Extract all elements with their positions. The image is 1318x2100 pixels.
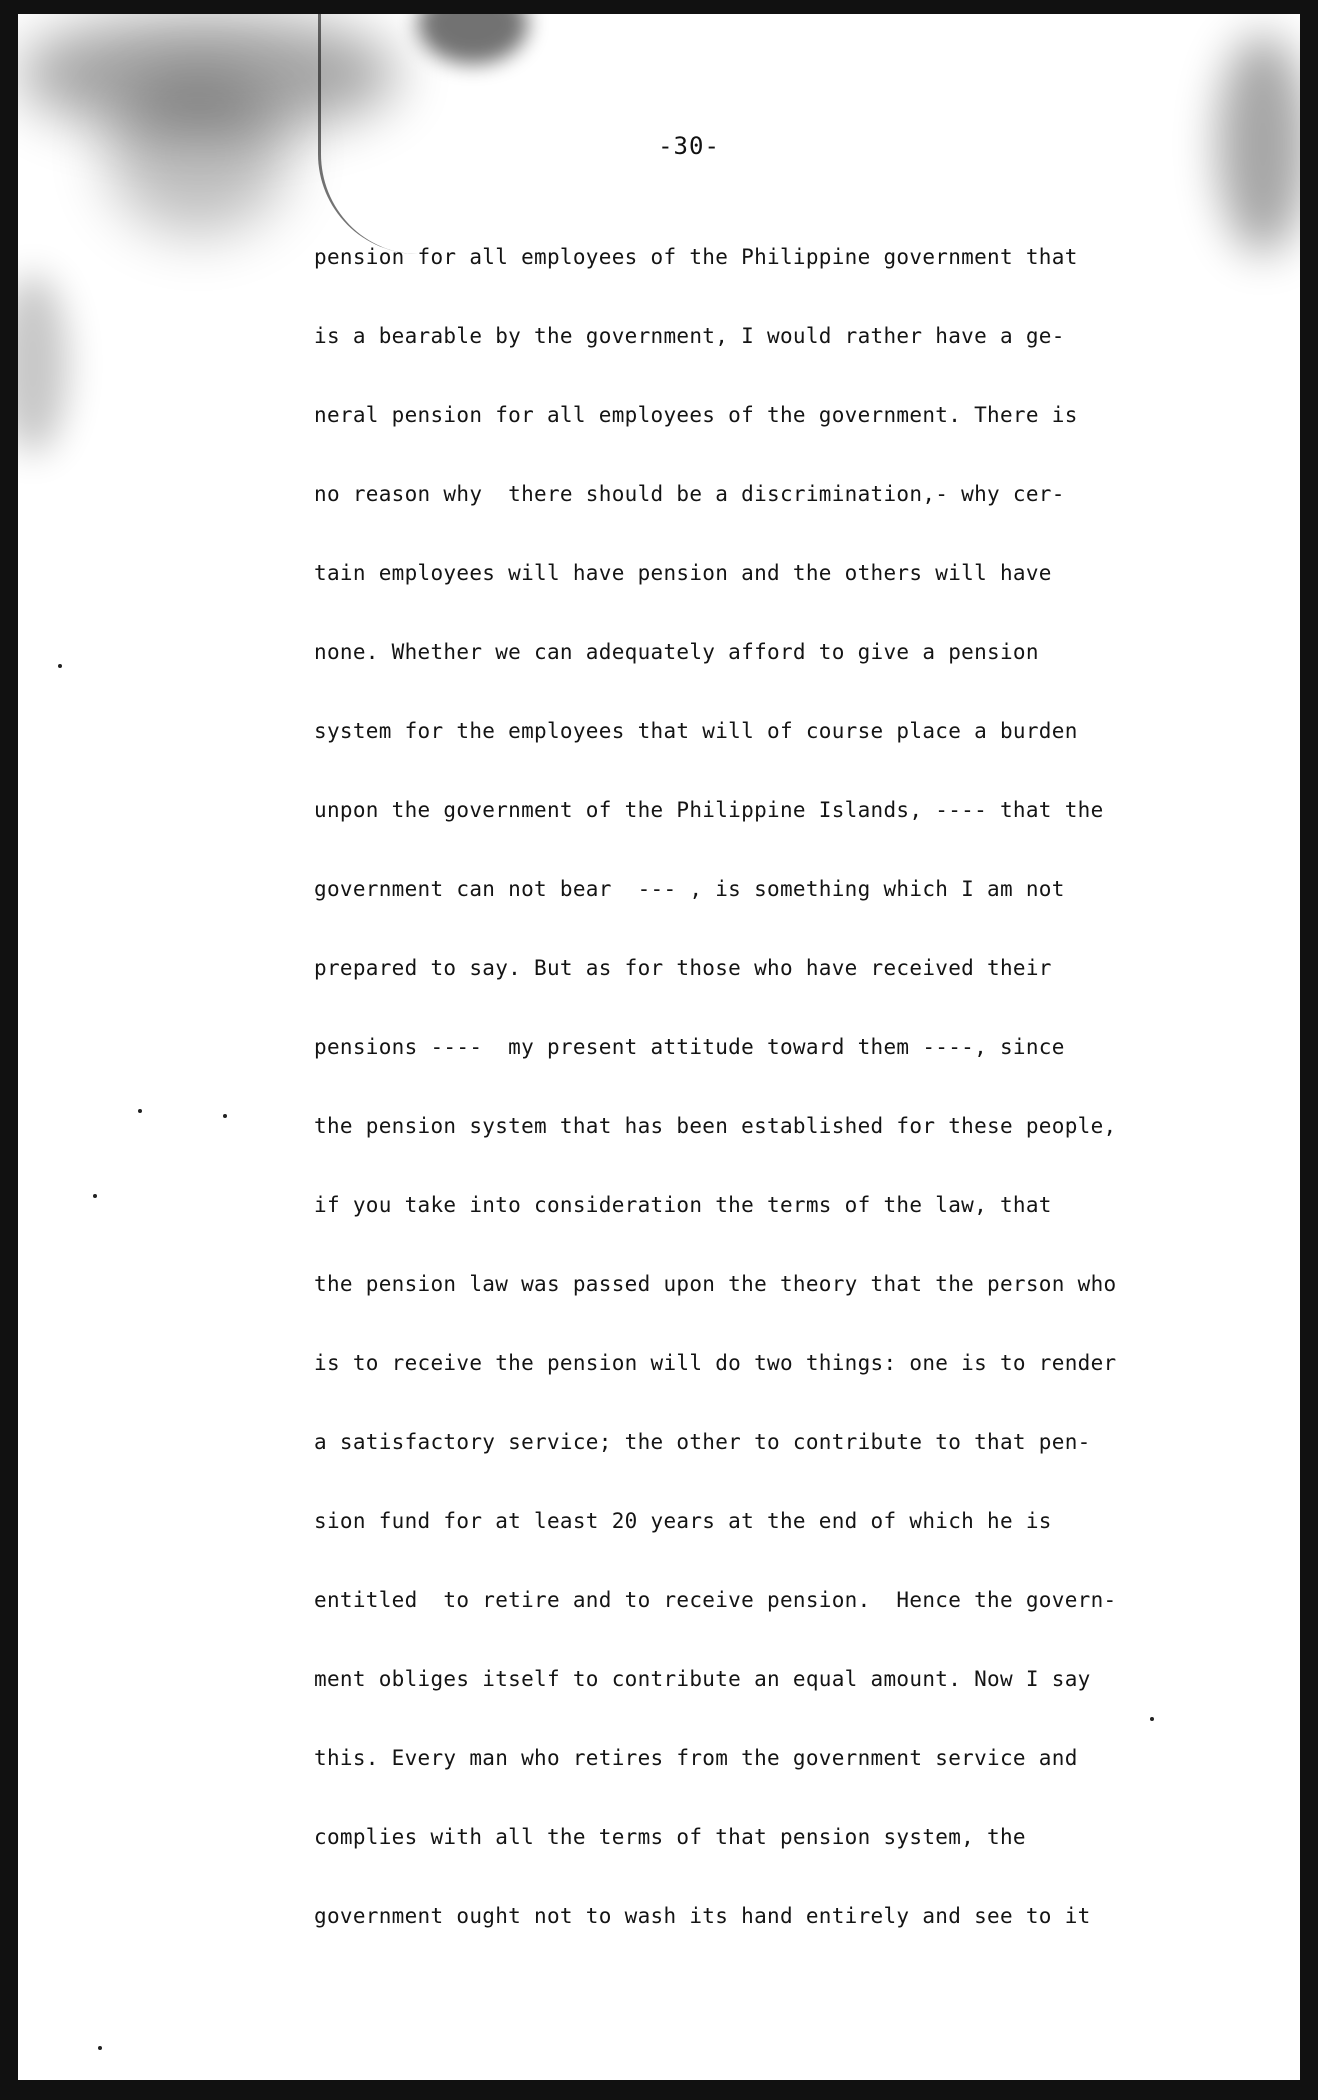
text-line: none. Whether we can adequately afford to give a pension (314, 640, 1039, 664)
body-text (314, 242, 1194, 1980)
text-line: government ought not to wash its hand entirely and see to it (314, 1904, 1091, 1928)
scan-speck (58, 664, 62, 668)
text-line: neral pension for all employees of the government. There is (314, 403, 1078, 427)
text-line: the pension system that has been established for these people, (314, 1114, 1117, 1138)
scan-speck (138, 1109, 142, 1113)
text-line: is a bearable by the government, I would rather have a ge- (314, 324, 1065, 348)
text-line: pensions ---- my present attitude toward them ----, since (314, 1035, 1065, 1059)
text-line: is to receive the pension will do two things: one is to render (314, 1351, 1117, 1375)
document-page (18, 14, 1300, 2080)
scan-speck (223, 1114, 227, 1118)
scan-speck (93, 1194, 97, 1198)
text-line: this. Every man who retires from the government service and (314, 1746, 1078, 1770)
text-line: prepared to say. But as for those who have received their (314, 956, 1052, 980)
text-line: the pension law was passed upon the theory that the person who (314, 1272, 1117, 1296)
text-line: sion fund for at least 20 years at the end of which he is (314, 1509, 1052, 1533)
text-line: a satisfactory service; the other to contribute to that pen- (314, 1430, 1091, 1454)
text-line: system for the employees that will of course place a burden (314, 719, 1078, 743)
scan-smudge (418, 14, 528, 64)
page-number: -30- (658, 132, 720, 160)
text-line: no reason why there should be a discrimination,- why cer- (314, 482, 1065, 506)
text-line: entitled to retire and to receive pension. Hence the govern- (314, 1588, 1117, 1612)
text-line: government can not bear --- , is something which I am not (314, 877, 1065, 901)
text-line: if you take into consideration the terms of the law, that (314, 1193, 1052, 1217)
text-line: unpon the government of the Philippine Islands, ---- that the (314, 798, 1104, 822)
text-line: pension for all employees of the Philippine government that (314, 245, 1078, 269)
text-line: tain employees will have pension and the others will have (314, 561, 1052, 585)
scan-smudge (18, 14, 398, 134)
text-line: complies with all the terms of that pension system, the (314, 1825, 1026, 1849)
text-line: ment obliges itself to contribute an equal amount. Now I say (314, 1667, 1091, 1691)
scan-speck (98, 2046, 102, 2050)
scan-smudge (18, 274, 68, 454)
